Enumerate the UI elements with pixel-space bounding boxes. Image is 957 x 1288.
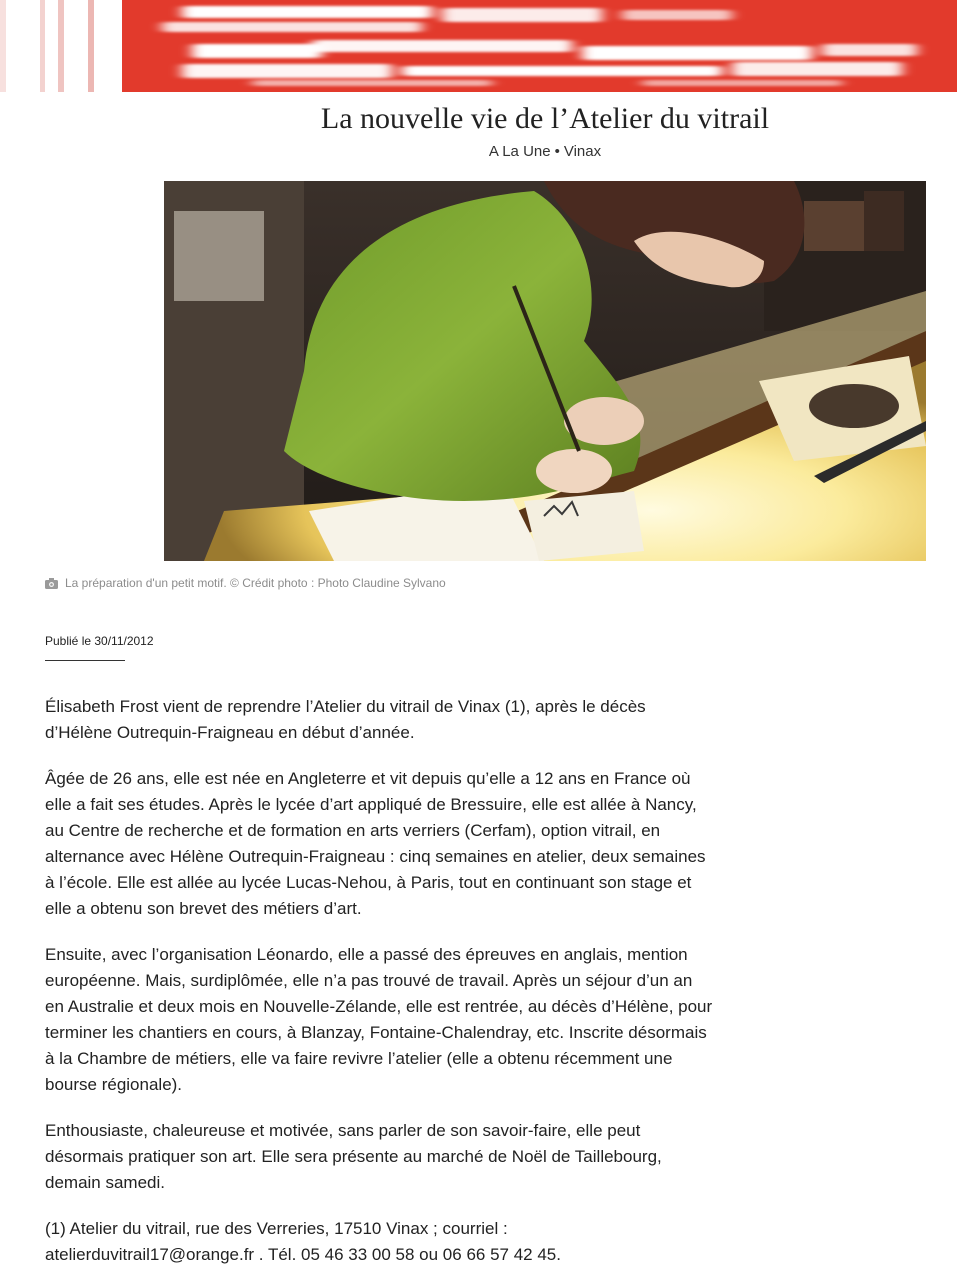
article-kicker — [0, 142, 957, 162]
divider — [45, 660, 125, 661]
section-link[interactable]: A La Une — [488, 143, 551, 160]
photo-caption — [45, 575, 446, 591]
article-body — [45, 694, 715, 1288]
article-paragraph: Élisabeth Frost vient de reprendre l’Atelier du vitrail de Vinax (1), après le décès d’Hélène Outrequin-Fraigneau en début d’année. — [45, 697, 646, 742]
kicker-separator: • — [554, 143, 560, 160]
logo-graphic — [122, 0, 957, 92]
article-paragraph: Âgée de 26 ans, elle est née en Angleterre et vit depuis qu’elle a 12 ans en France où elle a fait ses études. Après le lycée d’art appliqué de Bressuire, elle est allée à Nancy, au Centre de recherche et de formation en arts verriers (Cerfam), option vitrail, en alternance avec Hélène Outrequin-Fraigneau : cinq semaines en atelier, deux semaines à l’école. Elle est allée au lycée Lucas-Nehou, à Paris, tout en continuant son stage et elle a obtenu son brevet des métiers d’art. — [45, 769, 706, 918]
article-photo — [164, 181, 926, 561]
article-paragraph: Enthousiaste, chaleureuse et motivée, sans parler de son savoir-faire, elle peut désormais pratiquer son art. Elle sera présente au marché de Noël de Taillebourg, demain samedi. — [45, 1121, 662, 1192]
photo-caption-text: La préparation d'un petit motif. © Crédit photo : Photo Claudine Sylvano — [65, 576, 446, 590]
masthead-fade-bar — [58, 0, 64, 92]
photo-artwork — [164, 181, 926, 561]
article-paragraph: Ensuite, avec l’organisation Léonardo, elle a passé des épreuves en anglais, mention européenne. Mais, surdiplômée, elle n’a pas trouvé de travail. Après un séjour d’un an en Australie et deux mois en Nouvelle-Zélande, elle est rentrée, au décès d’Hélène, pour terminer les chantiers en cours, à Blanzay, Fontaine-Chalendray, etc. Inscrite désormais à la Chambre de métiers, elle va faire revivre l’atelier (elle a obtenu récemment une bourse régionale). — [45, 945, 713, 1094]
masthead — [0, 0, 957, 92]
article-paragraph: (1) Atelier du vitrail, rue des Verreries, 17510 Vinax ; courriel : atelierduvitrail17@orange.fr . Tél. 05 46 33 00 58 ou 06 66 57 42 45. — [45, 1219, 561, 1264]
masthead-fade-bar — [40, 0, 45, 92]
publication-date: Publié le 30/11/2012 — [45, 634, 154, 648]
camera-icon — [45, 578, 58, 589]
logo[interactable] — [122, 0, 957, 92]
article-title: La nouvelle vie de l’Atelier du vitrail — [320, 102, 770, 135]
masthead-fade-bar — [88, 0, 94, 92]
location-link[interactable]: Vinax — [563, 143, 602, 160]
masthead-fade-bar — [0, 0, 6, 92]
